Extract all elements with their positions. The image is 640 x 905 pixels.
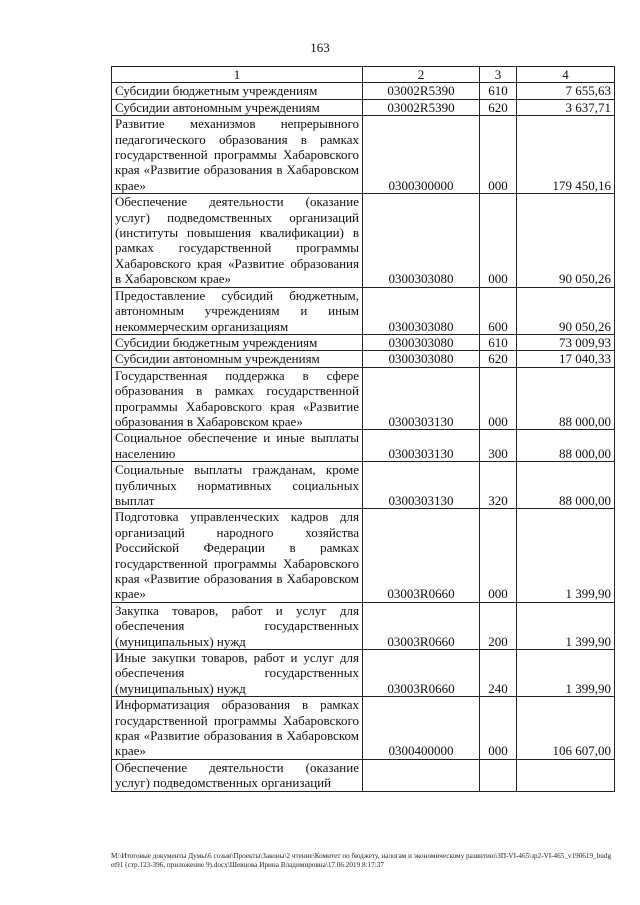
row-name: Обеспечение деятельности (оказание услуг) подведомственных организаций (институты повышения квалификации) в рамках государственной программы Хабаровского края «Развитие образования в Хабаровском крае» (112, 194, 363, 287)
row-sum: 1 399,90 (517, 509, 615, 602)
row-sum (517, 759, 615, 791)
header-cell-kvr: 3 (480, 67, 517, 83)
row-sum: 90 050,26 (517, 194, 615, 287)
row-name: Подготовка управленческих кадров для организаций народного хозяйства Российской Федерации в рамках государственной программы Хабаровского края «Развитие образования в Хабаровском крае» (112, 509, 363, 602)
row-sum: 17 040,33 (517, 351, 615, 367)
row-code: 0300303130 (363, 367, 480, 430)
table-row (112, 367, 615, 430)
row-kvr: 610 (480, 83, 517, 99)
row-sum: 73 009,93 (517, 334, 615, 350)
table-row (112, 194, 615, 287)
row-name: Обеспечение деятельности (оказание услуг) подведомственных организаций (112, 759, 363, 791)
table-row (112, 430, 615, 462)
table-row (112, 697, 615, 760)
row-kvr: 600 (480, 287, 517, 334)
row-code: 0300300000 (363, 116, 480, 194)
page-number: 163 (310, 40, 330, 55)
row-sum: 90 050,26 (517, 287, 615, 334)
table-row (112, 650, 615, 697)
row-code: 03003R0660 (363, 650, 480, 697)
row-code: 03002R5390 (363, 99, 480, 115)
row-code: 03003R0660 (363, 509, 480, 602)
row-kvr: 620 (480, 99, 517, 115)
row-sum: 88 000,00 (517, 462, 615, 509)
budget-table (111, 66, 615, 792)
row-name: Иные закупки товаров, работ и услуг для обеспечения государственных (муниципальных) нужд (112, 650, 363, 697)
row-code: 0300400000 (363, 697, 480, 760)
row-sum: 88 000,00 (517, 367, 615, 430)
table-row (112, 509, 615, 602)
row-name: Социальные выплаты гражданам, кроме публичных нормативных социальных выплат (112, 462, 363, 509)
row-kvr: 300 (480, 430, 517, 462)
header-cell-name: 1 (112, 67, 363, 83)
row-kvr: 000 (480, 367, 517, 430)
row-kvr: 000 (480, 194, 517, 287)
row-kvr: 000 (480, 116, 517, 194)
table-row (112, 287, 615, 334)
row-name: Предоставление субсидий бюджетным, автономным учреждениям и иным некоммерческим организациям (112, 287, 363, 334)
row-code: 0300303130 (363, 430, 480, 462)
row-code: 0300303080 (363, 334, 480, 350)
row-name: Субсидии бюджетным учреждениям (112, 83, 363, 99)
row-sum: 7 655,63 (517, 83, 615, 99)
row-name: Государственная поддержка в сфере образования в рамках государственной программы Хабаровского края «Развитие образования в Хабаровском крае» (112, 367, 363, 430)
table-header-row (112, 67, 615, 83)
row-code: 03003R0660 (363, 602, 480, 649)
table-row (112, 83, 615, 99)
row-sum: 1 399,90 (517, 602, 615, 649)
row-kvr: 000 (480, 697, 517, 760)
row-name: Развитие механизмов непрерывного педагогического образования в рамках государственной программы Хабаровского края «Развитие образования в Хабаровском крае» (112, 116, 363, 194)
row-code: 03002R5390 (363, 83, 480, 99)
row-kvr: 610 (480, 334, 517, 350)
row-name: Субсидии автономным учреждениям (112, 99, 363, 115)
row-kvr: 620 (480, 351, 517, 367)
row-kvr (480, 759, 517, 791)
row-name: Субсидии автономным учреждениям (112, 351, 363, 367)
row-sum: 88 000,00 (517, 430, 615, 462)
row-kvr: 320 (480, 462, 517, 509)
row-name: Социальное обеспечение и иные выплаты населению (112, 430, 363, 462)
header-cell-code: 2 (363, 67, 480, 83)
document-footer-path: M:\Итоговые документы Думы\6 созыв\Проекты\Законы\2 чтение\Комитет по бюджету, налогам и экономическому развитию\ЗП-VI-465\зр2-VI-465_v190619_budget91 (стр.123-396, приложение 9).docx\Шевцова Ирина Владимировна\17.06.2019 8:17:37 (111, 852, 612, 869)
row-sum: 3 637,71 (517, 99, 615, 115)
row-code: 0300303080 (363, 351, 480, 367)
table-row (112, 759, 615, 791)
row-kvr: 200 (480, 602, 517, 649)
row-name: Субсидии бюджетным учреждениям (112, 334, 363, 350)
row-sum: 1 399,90 (517, 650, 615, 697)
header-cell-sum: 4 (517, 67, 615, 83)
table-row (112, 351, 615, 367)
row-sum: 106 607,00 (517, 697, 615, 760)
row-code (363, 759, 480, 791)
table-row (112, 99, 615, 115)
table-row (112, 602, 615, 649)
row-kvr: 000 (480, 509, 517, 602)
row-code: 0300303080 (363, 194, 480, 287)
row-sum: 179 450,16 (517, 116, 615, 194)
table-row (112, 462, 615, 509)
row-kvr: 240 (480, 650, 517, 697)
row-code: 0300303130 (363, 462, 480, 509)
row-code: 0300303080 (363, 287, 480, 334)
table-row (112, 116, 615, 194)
row-name: Закупка товаров, работ и услуг для обеспечения государственных (муниципальных) нужд (112, 602, 363, 649)
row-name: Информатизация образования в рамках государственной программы Хабаровского края «Развитие образования в Хабаровском крае» (112, 697, 363, 760)
table-row (112, 334, 615, 350)
